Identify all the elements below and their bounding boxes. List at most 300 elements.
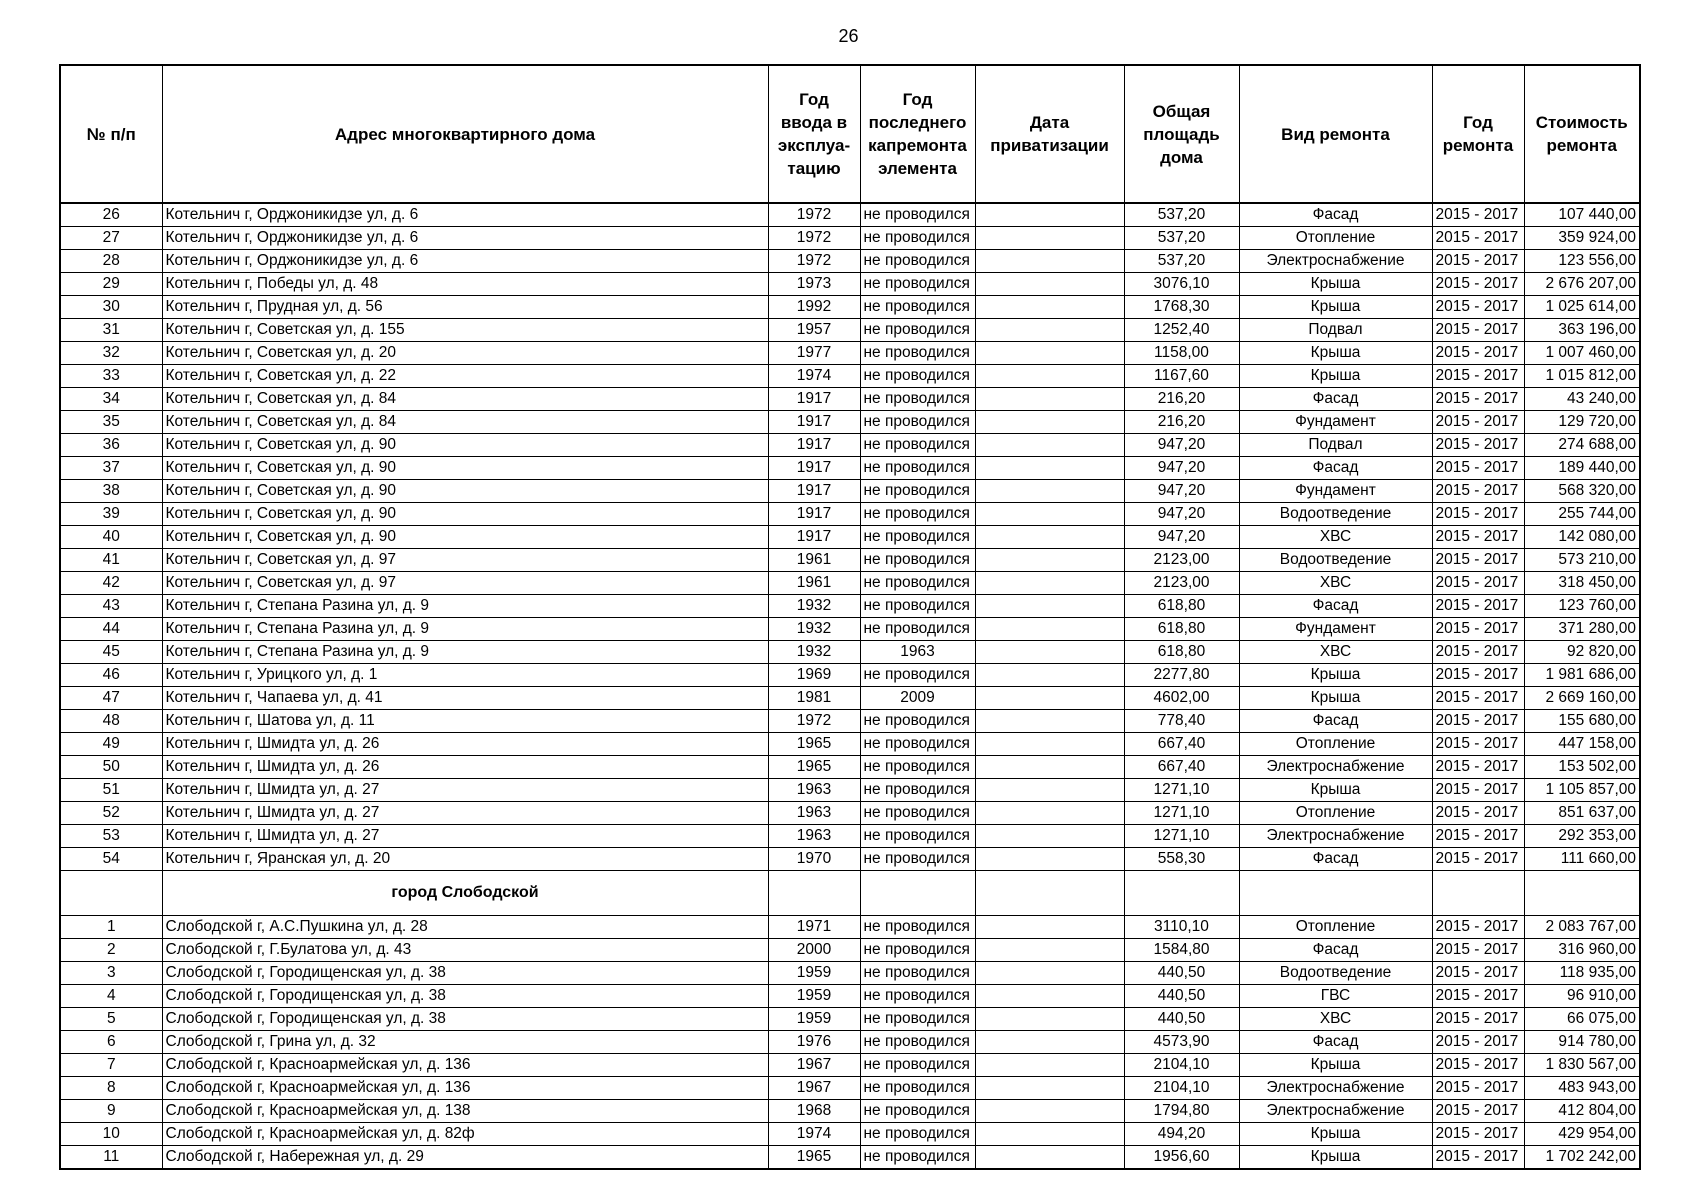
cell-year-built: 1957 bbox=[768, 319, 860, 342]
cell-num: 40 bbox=[60, 526, 162, 549]
cell-privatization-date bbox=[975, 1054, 1124, 1077]
cell-year-built: 1917 bbox=[768, 434, 860, 457]
cell-repair-year: 2015 - 2017 bbox=[1432, 526, 1524, 549]
table-row bbox=[60, 296, 1640, 319]
cell-address: Котельнич г, Советская ул, д. 97 bbox=[162, 572, 768, 595]
cell-cost: 914 780,00 bbox=[1524, 1031, 1640, 1054]
cell-num: 33 bbox=[60, 365, 162, 388]
cell-area: 618,80 bbox=[1124, 618, 1239, 641]
cell-year-built: 1917 bbox=[768, 526, 860, 549]
cell-privatization-date bbox=[975, 1100, 1124, 1123]
cell-repair-year: 2015 - 2017 bbox=[1432, 503, 1524, 526]
cell-area: 2123,00 bbox=[1124, 549, 1239, 572]
cell-repair-year: 2015 - 2017 bbox=[1432, 962, 1524, 985]
cell-year-built: 1965 bbox=[768, 1146, 860, 1170]
cell-num: 27 bbox=[60, 227, 162, 250]
cell-year-last-repair: не проводился bbox=[860, 273, 975, 296]
cell-year-built: 1959 bbox=[768, 1008, 860, 1031]
cell-num: 30 bbox=[60, 296, 162, 319]
cell-repair-type: Электроснабжение bbox=[1239, 756, 1432, 779]
table-row bbox=[60, 273, 1640, 296]
cell-privatization-date bbox=[975, 203, 1124, 227]
cell-num: 49 bbox=[60, 733, 162, 756]
cell-cost: 43 240,00 bbox=[1524, 388, 1640, 411]
cell-area: 947,20 bbox=[1124, 503, 1239, 526]
cell-year-built: 1965 bbox=[768, 756, 860, 779]
cell-year-built: 1961 bbox=[768, 549, 860, 572]
table-header bbox=[60, 65, 1640, 203]
cell-cost: 274 688,00 bbox=[1524, 434, 1640, 457]
cell-repair-type: Отопление bbox=[1239, 802, 1432, 825]
cell-repair-type: Подвал bbox=[1239, 319, 1432, 342]
cell-repair-year: 2015 - 2017 bbox=[1432, 1008, 1524, 1031]
cell-privatization-date bbox=[975, 756, 1124, 779]
cell-privatization-date bbox=[975, 388, 1124, 411]
cell-year-last-repair: не проводился bbox=[860, 1146, 975, 1170]
cell-cost: 255 744,00 bbox=[1524, 503, 1640, 526]
cell-year-last-repair: не проводился bbox=[860, 733, 975, 756]
cell-year-built: 1932 bbox=[768, 618, 860, 641]
cell-area: 2123,00 bbox=[1124, 572, 1239, 595]
cell-num: 28 bbox=[60, 250, 162, 273]
cell-privatization-date bbox=[975, 250, 1124, 273]
cell-repair-type: Фундамент bbox=[1239, 480, 1432, 503]
cell-address: Слободской г, Городищенская ул, д. 38 bbox=[162, 1008, 768, 1031]
cell-num: 11 bbox=[60, 1146, 162, 1170]
cell-repair-year: 2015 - 2017 bbox=[1432, 595, 1524, 618]
cell-privatization-date bbox=[975, 641, 1124, 664]
cell-repair-year: 2015 - 2017 bbox=[1432, 710, 1524, 733]
cell-num: 36 bbox=[60, 434, 162, 457]
section-cell-empty bbox=[1239, 871, 1432, 916]
cell-repair-year: 2015 - 2017 bbox=[1432, 1031, 1524, 1054]
cell-repair-year: 2015 - 2017 bbox=[1432, 641, 1524, 664]
cell-repair-year: 2015 - 2017 bbox=[1432, 939, 1524, 962]
cell-privatization-date bbox=[975, 916, 1124, 939]
cell-address: Слободской г, Красноармейская ул, д. 136 bbox=[162, 1054, 768, 1077]
cell-repair-type: Фундамент bbox=[1239, 411, 1432, 434]
cell-num: 3 bbox=[60, 962, 162, 985]
cell-cost: 851 637,00 bbox=[1524, 802, 1640, 825]
cell-cost: 107 440,00 bbox=[1524, 203, 1640, 227]
cell-area: 1794,80 bbox=[1124, 1100, 1239, 1123]
cell-num: 43 bbox=[60, 595, 162, 618]
cell-repair-type: Фасад bbox=[1239, 710, 1432, 733]
cell-num: 7 bbox=[60, 1054, 162, 1077]
cell-area: 1158,00 bbox=[1124, 342, 1239, 365]
cell-cost: 92 820,00 bbox=[1524, 641, 1640, 664]
cell-num: 4 bbox=[60, 985, 162, 1008]
cell-privatization-date bbox=[975, 664, 1124, 687]
cell-repair-year: 2015 - 2017 bbox=[1432, 434, 1524, 457]
cell-cost: 371 280,00 bbox=[1524, 618, 1640, 641]
cell-area: 2104,10 bbox=[1124, 1054, 1239, 1077]
cell-num: 1 bbox=[60, 916, 162, 939]
table-row bbox=[60, 365, 1640, 388]
cell-privatization-date bbox=[975, 779, 1124, 802]
cell-year-last-repair: не проводился bbox=[860, 1077, 975, 1100]
cell-address: Котельнич г, Орджоникидзе ул, д. 6 bbox=[162, 250, 768, 273]
cell-num: 47 bbox=[60, 687, 162, 710]
cell-cost: 123 760,00 bbox=[1524, 595, 1640, 618]
cell-year-last-repair: не проводился bbox=[860, 802, 975, 825]
cell-privatization-date bbox=[975, 319, 1124, 342]
cell-repair-year: 2015 - 2017 bbox=[1432, 250, 1524, 273]
cell-num: 52 bbox=[60, 802, 162, 825]
cell-address: Котельнич г, Чапаева ул, д. 41 bbox=[162, 687, 768, 710]
cell-year-built: 2000 bbox=[768, 939, 860, 962]
cell-year-built: 1992 bbox=[768, 296, 860, 319]
cell-num: 48 bbox=[60, 710, 162, 733]
cell-year-last-repair: не проводился bbox=[860, 710, 975, 733]
cell-year-built: 1976 bbox=[768, 1031, 860, 1054]
cell-area: 1167,60 bbox=[1124, 365, 1239, 388]
cell-address: Котельнич г, Советская ул, д. 90 bbox=[162, 480, 768, 503]
cell-year-last-repair: не проводился bbox=[860, 434, 975, 457]
cell-privatization-date bbox=[975, 802, 1124, 825]
cell-repair-type: Крыша bbox=[1239, 365, 1432, 388]
cell-address: Котельнич г, Яранская ул, д. 20 bbox=[162, 848, 768, 871]
cell-year-last-repair: 2009 bbox=[860, 687, 975, 710]
cell-cost: 111 660,00 bbox=[1524, 848, 1640, 871]
cell-area: 216,20 bbox=[1124, 411, 1239, 434]
section-row bbox=[60, 871, 1640, 916]
cell-repair-type: Крыша bbox=[1239, 1123, 1432, 1146]
section-title: город Слободской bbox=[162, 871, 768, 916]
cell-repair-year: 2015 - 2017 bbox=[1432, 779, 1524, 802]
table-row bbox=[60, 1100, 1640, 1123]
cell-repair-type: Фундамент bbox=[1239, 618, 1432, 641]
cell-repair-year: 2015 - 2017 bbox=[1432, 227, 1524, 250]
cell-cost: 129 720,00 bbox=[1524, 411, 1640, 434]
cell-repair-type: ХВС bbox=[1239, 641, 1432, 664]
cell-repair-type: Фасад bbox=[1239, 939, 1432, 962]
cell-area: 4573,90 bbox=[1124, 1031, 1239, 1054]
cell-repair-type: Крыша bbox=[1239, 1054, 1432, 1077]
cell-repair-year: 2015 - 2017 bbox=[1432, 1100, 1524, 1123]
cell-year-last-repair: 1963 bbox=[860, 641, 975, 664]
cell-area: 4602,00 bbox=[1124, 687, 1239, 710]
cell-year-last-repair: не проводился bbox=[860, 779, 975, 802]
cell-repair-type: Электроснабжение bbox=[1239, 250, 1432, 273]
table-body-kotelnich bbox=[60, 203, 1640, 871]
page-number: 26 bbox=[838, 26, 859, 46]
cell-address: Котельнич г, Степана Разина ул, д. 9 bbox=[162, 641, 768, 664]
cell-cost: 1 830 567,00 bbox=[1524, 1054, 1640, 1077]
cell-repair-year: 2015 - 2017 bbox=[1432, 756, 1524, 779]
cell-repair-year: 2015 - 2017 bbox=[1432, 1077, 1524, 1100]
cell-area: 537,20 bbox=[1124, 250, 1239, 273]
table-row bbox=[60, 618, 1640, 641]
section-cell-empty bbox=[1524, 871, 1640, 916]
cell-year-last-repair: не проводился bbox=[860, 664, 975, 687]
cell-repair-type: ХВС bbox=[1239, 572, 1432, 595]
cell-year-last-repair: не проводился bbox=[860, 411, 975, 434]
cell-address: Котельнич г, Советская ул, д. 97 bbox=[162, 549, 768, 572]
cell-year-built: 1963 bbox=[768, 802, 860, 825]
cell-privatization-date bbox=[975, 825, 1124, 848]
cell-cost: 123 556,00 bbox=[1524, 250, 1640, 273]
cell-num: 38 bbox=[60, 480, 162, 503]
cell-cost: 1 015 812,00 bbox=[1524, 365, 1640, 388]
cell-repair-type: Фасад bbox=[1239, 1031, 1432, 1054]
table-row bbox=[60, 962, 1640, 985]
cell-repair-year: 2015 - 2017 bbox=[1432, 1123, 1524, 1146]
table-row bbox=[60, 733, 1640, 756]
repair-table bbox=[59, 64, 1641, 1170]
table-row bbox=[60, 480, 1640, 503]
table-row bbox=[60, 687, 1640, 710]
cell-area: 1271,10 bbox=[1124, 825, 1239, 848]
cell-num: 34 bbox=[60, 388, 162, 411]
cell-year-last-repair: не проводился bbox=[860, 1054, 975, 1077]
table-row bbox=[60, 526, 1640, 549]
cell-repair-type: Крыша bbox=[1239, 1146, 1432, 1170]
cell-area: 3076,10 bbox=[1124, 273, 1239, 296]
section-cell-empty bbox=[975, 871, 1124, 916]
section-cell-empty bbox=[1124, 871, 1239, 916]
cell-repair-type: Электроснабжение bbox=[1239, 1077, 1432, 1100]
cell-year-built: 1965 bbox=[768, 733, 860, 756]
cell-privatization-date bbox=[975, 480, 1124, 503]
cell-year-last-repair: не проводился bbox=[860, 939, 975, 962]
cell-repair-type: Подвал bbox=[1239, 434, 1432, 457]
cell-privatization-date bbox=[975, 1146, 1124, 1170]
cell-repair-year: 2015 - 2017 bbox=[1432, 319, 1524, 342]
cell-repair-year: 2015 - 2017 bbox=[1432, 848, 1524, 871]
cell-cost: 412 804,00 bbox=[1524, 1100, 1640, 1123]
cell-repair-year: 2015 - 2017 bbox=[1432, 549, 1524, 572]
table-row bbox=[60, 916, 1640, 939]
cell-year-last-repair: не проводился bbox=[860, 296, 975, 319]
cell-privatization-date bbox=[975, 985, 1124, 1008]
cell-privatization-date bbox=[975, 848, 1124, 871]
cell-cost: 189 440,00 bbox=[1524, 457, 1640, 480]
cell-cost: 1 702 242,00 bbox=[1524, 1146, 1640, 1170]
cell-year-last-repair: не проводился bbox=[860, 365, 975, 388]
table-row bbox=[60, 710, 1640, 733]
cell-cost: 153 502,00 bbox=[1524, 756, 1640, 779]
table-row bbox=[60, 848, 1640, 871]
cell-repair-year: 2015 - 2017 bbox=[1432, 618, 1524, 641]
cell-num: 37 bbox=[60, 457, 162, 480]
cell-num: 53 bbox=[60, 825, 162, 848]
table-row bbox=[60, 503, 1640, 526]
cell-num: 26 bbox=[60, 203, 162, 227]
header-repair-year: Год ремонта bbox=[1432, 65, 1524, 203]
cell-address: Котельнич г, Советская ул, д. 22 bbox=[162, 365, 768, 388]
cell-repair-type: Водоотведение bbox=[1239, 962, 1432, 985]
cell-address: Котельнич г, Победы ул, д. 48 bbox=[162, 273, 768, 296]
cell-privatization-date bbox=[975, 962, 1124, 985]
cell-repair-type: ХВС bbox=[1239, 526, 1432, 549]
cell-year-last-repair: не проводился bbox=[860, 985, 975, 1008]
cell-area: 1252,40 bbox=[1124, 319, 1239, 342]
table-row bbox=[60, 411, 1640, 434]
cell-num: 9 bbox=[60, 1100, 162, 1123]
cell-num: 32 bbox=[60, 342, 162, 365]
cell-repair-type: Отопление bbox=[1239, 916, 1432, 939]
cell-repair-year: 2015 - 2017 bbox=[1432, 388, 1524, 411]
cell-address: Котельнич г, Степана Разина ул, д. 9 bbox=[162, 618, 768, 641]
cell-cost: 568 320,00 bbox=[1524, 480, 1640, 503]
table-body-slobodskoy bbox=[60, 916, 1640, 1170]
cell-num: 10 bbox=[60, 1123, 162, 1146]
table-row bbox=[60, 985, 1640, 1008]
cell-area: 1271,10 bbox=[1124, 802, 1239, 825]
cell-repair-type: Отопление bbox=[1239, 733, 1432, 756]
cell-repair-type: Отопление bbox=[1239, 227, 1432, 250]
cell-privatization-date bbox=[975, 342, 1124, 365]
cell-repair-type: Фасад bbox=[1239, 595, 1432, 618]
cell-cost: 359 924,00 bbox=[1524, 227, 1640, 250]
header-year-last-repair: Год последнего капремонта элемента bbox=[860, 65, 975, 203]
cell-repair-year: 2015 - 2017 bbox=[1432, 296, 1524, 319]
table-row bbox=[60, 203, 1640, 227]
cell-num: 46 bbox=[60, 664, 162, 687]
cell-cost: 1 981 686,00 bbox=[1524, 664, 1640, 687]
cell-address: Котельнич г, Урицкого ул, д. 1 bbox=[162, 664, 768, 687]
cell-repair-type: Крыша bbox=[1239, 296, 1432, 319]
cell-year-last-repair: не проводился bbox=[860, 480, 975, 503]
cell-year-built: 1974 bbox=[768, 1123, 860, 1146]
cell-repair-type: Крыша bbox=[1239, 779, 1432, 802]
cell-num: 29 bbox=[60, 273, 162, 296]
cell-address: Котельнич г, Советская ул, д. 84 bbox=[162, 411, 768, 434]
cell-year-built: 1977 bbox=[768, 342, 860, 365]
cell-area: 440,50 bbox=[1124, 985, 1239, 1008]
cell-cost: 318 450,00 bbox=[1524, 572, 1640, 595]
cell-year-built: 1972 bbox=[768, 250, 860, 273]
cell-address: Слободской г, Набережная ул, д. 29 bbox=[162, 1146, 768, 1170]
cell-privatization-date bbox=[975, 710, 1124, 733]
cell-repair-year: 2015 - 2017 bbox=[1432, 273, 1524, 296]
cell-address: Котельнич г, Советская ул, д. 90 bbox=[162, 434, 768, 457]
cell-year-built: 1917 bbox=[768, 457, 860, 480]
cell-area: 440,50 bbox=[1124, 962, 1239, 985]
cell-privatization-date bbox=[975, 733, 1124, 756]
cell-repair-year: 2015 - 2017 bbox=[1432, 687, 1524, 710]
cell-year-last-repair: не проводился bbox=[860, 526, 975, 549]
cell-year-last-repair: не проводился bbox=[860, 916, 975, 939]
cell-privatization-date bbox=[975, 1077, 1124, 1100]
cell-repair-type: Фасад bbox=[1239, 848, 1432, 871]
cell-year-last-repair: не проводился bbox=[860, 572, 975, 595]
cell-year-last-repair: не проводился bbox=[860, 825, 975, 848]
section-cell-empty bbox=[860, 871, 975, 916]
cell-address: Котельнич г, Орджоникидзе ул, д. 6 bbox=[162, 203, 768, 227]
cell-year-built: 1981 bbox=[768, 687, 860, 710]
cell-year-last-repair: не проводился bbox=[860, 1123, 975, 1146]
cell-num: 44 bbox=[60, 618, 162, 641]
cell-privatization-date bbox=[975, 618, 1124, 641]
table-row bbox=[60, 1077, 1640, 1100]
cell-year-last-repair: не проводился bbox=[860, 962, 975, 985]
cell-repair-year: 2015 - 2017 bbox=[1432, 664, 1524, 687]
cell-num: 35 bbox=[60, 411, 162, 434]
cell-privatization-date bbox=[975, 1008, 1124, 1031]
cell-year-last-repair: не проводился bbox=[860, 756, 975, 779]
cell-repair-type: Крыша bbox=[1239, 273, 1432, 296]
cell-repair-year: 2015 - 2017 bbox=[1432, 802, 1524, 825]
cell-repair-type: Электроснабжение bbox=[1239, 825, 1432, 848]
cell-address: Котельнич г, Советская ул, д. 84 bbox=[162, 388, 768, 411]
table-row bbox=[60, 572, 1640, 595]
cell-year-built: 1971 bbox=[768, 916, 860, 939]
cell-address: Котельнич г, Прудная ул, д. 56 bbox=[162, 296, 768, 319]
cell-cost: 573 210,00 bbox=[1524, 549, 1640, 572]
cell-address: Котельнич г, Шатова ул, д. 11 bbox=[162, 710, 768, 733]
cell-repair-type: Водоотведение bbox=[1239, 503, 1432, 526]
table-row bbox=[60, 549, 1640, 572]
table-row bbox=[60, 342, 1640, 365]
table-row bbox=[60, 779, 1640, 802]
cell-repair-year: 2015 - 2017 bbox=[1432, 572, 1524, 595]
cell-cost: 142 080,00 bbox=[1524, 526, 1640, 549]
cell-area: 1956,60 bbox=[1124, 1146, 1239, 1170]
cell-address: Котельнич г, Шмидта ул, д. 26 bbox=[162, 733, 768, 756]
cell-repair-type: ХВС bbox=[1239, 1008, 1432, 1031]
cell-year-built: 1967 bbox=[768, 1054, 860, 1077]
header-address: Адрес многоквартирного дома bbox=[162, 65, 768, 203]
table-row bbox=[60, 939, 1640, 962]
cell-year-built: 1974 bbox=[768, 365, 860, 388]
cell-year-built: 1963 bbox=[768, 825, 860, 848]
table-row bbox=[60, 1146, 1640, 1170]
cell-area: 3110,10 bbox=[1124, 916, 1239, 939]
cell-cost: 429 954,00 bbox=[1524, 1123, 1640, 1146]
cell-year-built: 1972 bbox=[768, 203, 860, 227]
cell-year-last-repair: не проводился bbox=[860, 388, 975, 411]
cell-area: 537,20 bbox=[1124, 203, 1239, 227]
cell-repair-type: Водоотведение bbox=[1239, 549, 1432, 572]
cell-address: Котельнич г, Степана Разина ул, д. 9 bbox=[162, 595, 768, 618]
cell-cost: 1 025 614,00 bbox=[1524, 296, 1640, 319]
cell-year-built: 1968 bbox=[768, 1100, 860, 1123]
cell-privatization-date bbox=[975, 595, 1124, 618]
cell-year-last-repair: не проводился bbox=[860, 549, 975, 572]
cell-area: 618,80 bbox=[1124, 641, 1239, 664]
cell-repair-type: Фасад bbox=[1239, 203, 1432, 227]
cell-privatization-date bbox=[975, 572, 1124, 595]
cell-year-built: 1959 bbox=[768, 985, 860, 1008]
cell-cost: 155 680,00 bbox=[1524, 710, 1640, 733]
cell-repair-type: ГВС bbox=[1239, 985, 1432, 1008]
cell-year-built: 1961 bbox=[768, 572, 860, 595]
cell-address: Слободской г, Г.Булатова ул, д. 43 bbox=[162, 939, 768, 962]
cell-address: Котельнич г, Советская ул, д. 90 bbox=[162, 503, 768, 526]
cell-address: Котельнич г, Орджоникидзе ул, д. 6 bbox=[162, 227, 768, 250]
cell-year-last-repair: не проводился bbox=[860, 503, 975, 526]
cell-area: 494,20 bbox=[1124, 1123, 1239, 1146]
cell-area: 947,20 bbox=[1124, 526, 1239, 549]
cell-year-last-repair: не проводился bbox=[860, 227, 975, 250]
cell-num: 39 bbox=[60, 503, 162, 526]
cell-address: Слободской г, Красноармейская ул, д. 138 bbox=[162, 1100, 768, 1123]
cell-area: 1584,80 bbox=[1124, 939, 1239, 962]
cell-year-built: 1932 bbox=[768, 641, 860, 664]
cell-year-built: 1959 bbox=[768, 962, 860, 985]
section-slobodskoy bbox=[60, 871, 1640, 916]
cell-privatization-date bbox=[975, 526, 1124, 549]
section-cell-empty bbox=[1432, 871, 1524, 916]
cell-address: Котельнич г, Советская ул, д. 20 bbox=[162, 342, 768, 365]
table-row bbox=[60, 1123, 1640, 1146]
cell-year-built: 1970 bbox=[768, 848, 860, 871]
cell-year-built: 1963 bbox=[768, 779, 860, 802]
cell-address: Слободской г, А.С.Пушкина ул, д. 28 bbox=[162, 916, 768, 939]
cell-privatization-date bbox=[975, 434, 1124, 457]
